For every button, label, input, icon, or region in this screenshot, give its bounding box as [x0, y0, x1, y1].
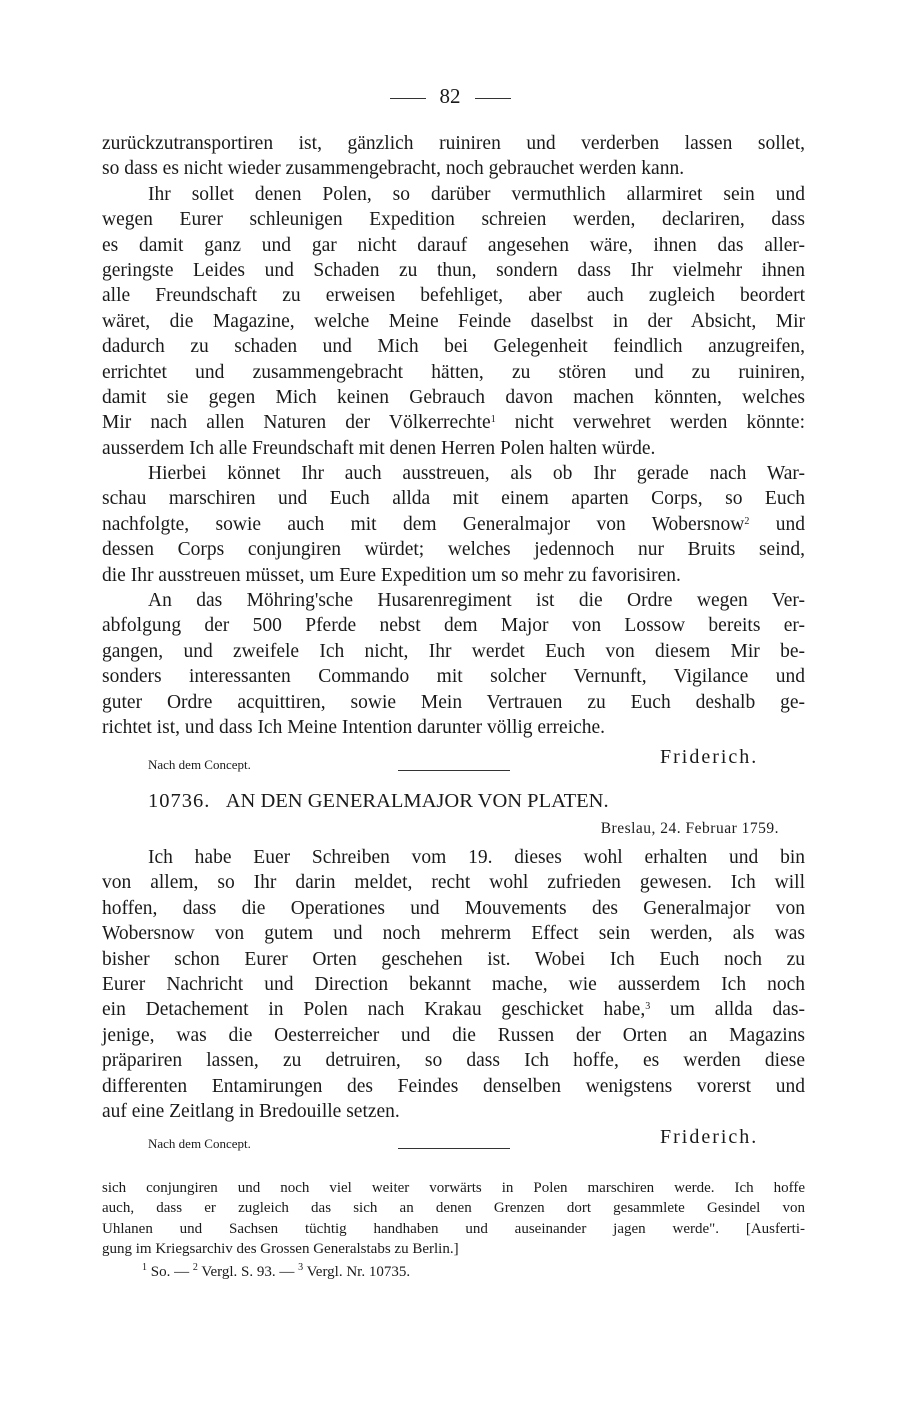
letter-heading [148, 790, 609, 813]
text-line: zurückzutransportiren ist, gänzlich ruiniren und verderben lassen sollet, [102, 133, 805, 154]
text-line: sonders interessanten Commando mit solcher Vernunft, Vigilance und [102, 666, 805, 688]
text-line: richtet ist, und dass Ich Meine Intention darunter völlig erreiche. [102, 716, 606, 738]
footnote-marker: 1 [142, 1262, 147, 1273]
text-line: von allem, so Ihr darin meldet, recht wohl zufrieden gewesen. Ich will [102, 872, 805, 894]
footnote-line: sich conjungiren und noch viel weiter vorwärts in Polen marschiren werde. Ich hoffe [102, 1180, 805, 1196]
letter-number: 10736. [148, 790, 211, 812]
footnote-ref: So. — [150, 1264, 190, 1280]
text-fragment: nicht verwehret werden könnte: [495, 412, 805, 434]
text-line: differenten Entamirungen des Feindes denselben wenigstens vorerst und [102, 1075, 805, 1097]
text-line: geringste Leides und Schaden zu thun, sondern dass Ihr vielmehr ihnen [102, 259, 805, 281]
source-note: Nach dem Concept. [148, 1136, 251, 1151]
footnote-marker: 2 [192, 1262, 198, 1273]
text-line: Wobersnow von gutem und noch mehrerm Effect sein werden, als was [102, 923, 805, 945]
text-line: ausserdem Ich alle Freundschaft mit denen Herren Polen halten würde. [102, 437, 656, 459]
header-dash-left [390, 98, 426, 99]
header-dash-right [475, 98, 511, 99]
text-line: wegen Eurer schleunigen Expedition schreien werden, declariren, dass [102, 209, 805, 231]
text-line: An das Möhring'sche Husarenregiment ist die Ordre wegen Ver- [148, 590, 805, 612]
text-line: hoffen, dass die Operationes und Mouvements des Generalmajor von [102, 897, 805, 919]
text-line: jenige, was die Oesterreicher und die Russen der Orten an Magazins [102, 1024, 805, 1046]
source-note: Nach dem Concept. [148, 757, 251, 772]
text-line: Eurer Nachricht und Direction bekannt mache, wie ausserdem Ich noch [102, 973, 805, 995]
text-fragment: ein Detachement in Polen nach Krakau geschicket habe, [102, 999, 646, 1021]
footnote-block [102, 1178, 805, 1259]
footnote-ref: Vergl. Nr. 10735. [306, 1264, 411, 1280]
text-line: Ihr sollet denen Polen, so darüber vermuthlich allarmiret sein und [148, 183, 805, 205]
page-number: 82 [439, 84, 461, 108]
text-line: so dass es nicht wieder zusammengebracht, noch gebrauchet werden kann. [102, 158, 685, 180]
text-line: es damit ganz und gar nicht darauf angesehen wäre, ihnen das aller- [102, 234, 805, 256]
footnote-references [142, 1264, 410, 1281]
text-line: Ich habe Euer Schreiben vom 19. dieses wohl erhalten und bin [148, 847, 805, 868]
section-divider [398, 1148, 510, 1149]
footnote-marker: 1 [490, 414, 496, 426]
text-line [102, 997, 805, 1022]
text-line: Hierbei könnet Ihr auch ausstreuen, als ob Ihr gerade nach War- [148, 463, 805, 485]
text-line: guter Ordre acquittiren, sowie Mein Vertrauen zu Euch deshalb ge- [102, 691, 805, 713]
page-header [0, 84, 900, 109]
letter-body-continued [102, 131, 805, 740]
text-line: alle Freundschaft zu erweisen befehliget, aber auch zugleich beordert [102, 285, 805, 307]
text-fragment: Mir nach allen Naturen der Völkerrechte [102, 412, 491, 434]
dateline: Breslau, 24. Februar 1759. [600, 820, 779, 837]
text-line: präpariren lassen, zu detruiren, so dass Ich hoffe, es werden diese [102, 1050, 805, 1072]
text-line: wäret, die Magazine, welche Meine Feinde daselbst in der Absicht, Mir [102, 310, 805, 332]
footnote-ref: Vergl. S. 93. — [201, 1264, 295, 1280]
footnote-line: gung im Kriegsarchiv des Grossen Generalstabs zu Berlin.] [102, 1240, 459, 1257]
text-line: abfolgung der 500 Pferde nebst dem Major von Lossow bereits er- [102, 615, 805, 637]
text-fragment: und [749, 513, 805, 535]
text-line [102, 410, 805, 435]
footnote-marker: 3 [645, 1001, 651, 1013]
footnote-line: Uhlanen und Sachsen tüchtig handhaben und auseinander jagen werde". [Ausferti- [102, 1220, 805, 1237]
text-line [102, 512, 805, 537]
text-fragment: um allda das- [650, 999, 805, 1021]
text-line: errichtet und zusammengebracht hätten, zu stören und zu ruiniren, [102, 361, 805, 383]
signature: Friderich. [660, 1126, 759, 1148]
footnote-line: auch, dass er zugleich das sich an denen Grenzen dort gesammlete Gesindel von [102, 1200, 805, 1217]
text-line: die Ihr ausstreuen müsset, um Eure Expedition um so mehr zu favorisiren. [102, 564, 681, 586]
letter-body [102, 845, 805, 1124]
text-line: dadurch zu schaden und Mich bei Gelegenheit feindlich anzugreifen, [102, 336, 805, 358]
text-line: bisher schon Eurer Orten geschehen ist. Wobei Ich Euch noch zu [102, 948, 805, 970]
text-line: auf eine Zeitlang in Bredouille setzen. [102, 1100, 400, 1122]
text-line: dessen Corps conjungiren würdet; welches jedennoch nur Bruits seind, [102, 539, 805, 561]
text-line: schau marschiren und Euch allda mit einem aparten Corps, so Euch [102, 488, 805, 510]
footnote-marker: 2 [744, 515, 750, 527]
section-divider [398, 770, 510, 771]
text-line: damit sie gegen Mich keinen Gebrauch davon machen könnten, welches [102, 386, 805, 408]
footnote-marker: 3 [298, 1262, 304, 1273]
letter-title: AN DEN GENERALMAJOR VON PLATEN. [225, 790, 609, 812]
text-fragment: nachfolgte, sowie auch mit dem Generalmajor von Wobersnow [102, 513, 745, 535]
text-line: gangen, und zweifele Ich nicht, Ihr werdet Euch von diesem Mir be- [102, 640, 805, 662]
signature: Friderich. [660, 746, 759, 768]
